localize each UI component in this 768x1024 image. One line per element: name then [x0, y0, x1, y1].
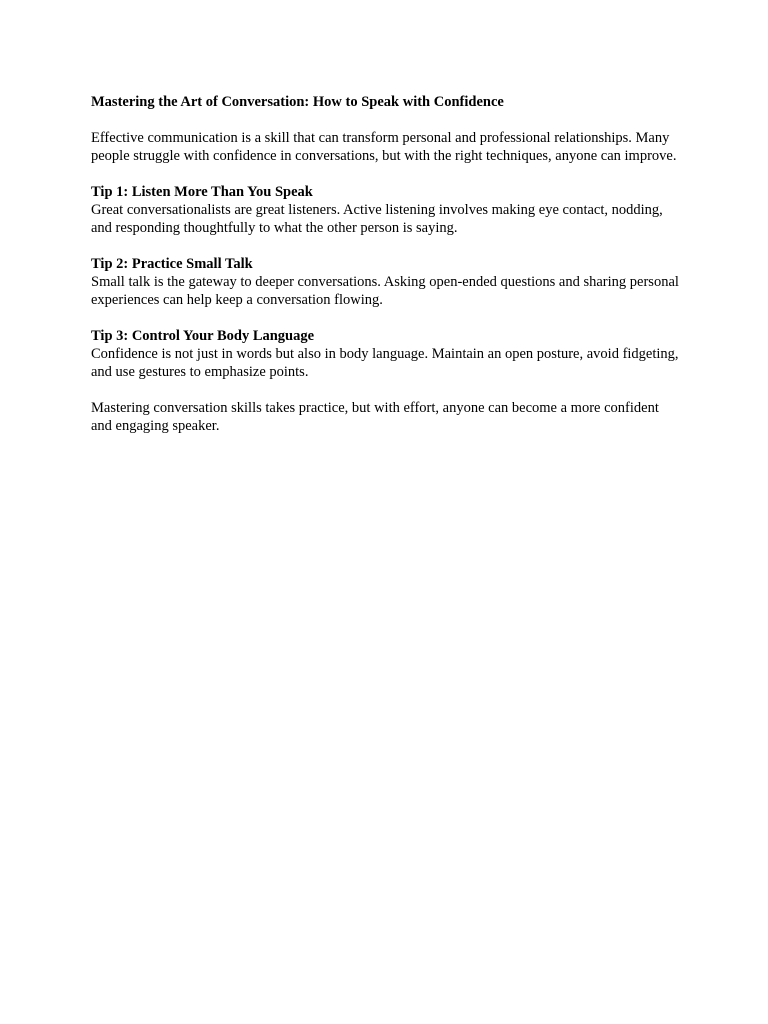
tip-2-body: Small talk is the gateway to deeper conversations. Asking open-ended questions and sharing personal experiences can help keep a conversation flowing. [91, 274, 679, 308]
intro-paragraph: Effective communication is a skill that can transform personal and professional relationships. Many people struggle with confidence in conversations, but with the right techniques, anyone can improve. [91, 130, 677, 164]
tip-1-body: Great conversationalists are great listeners. Active listening involves making eye contact, nodding, and responding thoughtfully to what the other person is saying. [91, 202, 663, 236]
tip-3-body: Confidence is not just in words but also in body language. Maintain an open posture, avoid fidgeting, and use gestures to emphasize points. [91, 346, 679, 380]
tip-3 [91, 327, 681, 381]
tip-3-heading: Tip 3: Control Your Body Language [91, 328, 315, 344]
conclusion-paragraph: Mastering conversation skills takes practice, but with effort, anyone can become a more confident and engaging speaker. [91, 400, 659, 434]
tip-2 [91, 255, 681, 309]
tip-1-heading: Tip 1: Listen More Than You Speak [91, 184, 313, 200]
document-title: Mastering the Art of Conversation: How to Speak with Confidence [91, 94, 504, 110]
document-page [91, 93, 681, 453]
tip-1 [91, 183, 681, 237]
tip-2-heading: Tip 2: Practice Small Talk [91, 256, 253, 272]
